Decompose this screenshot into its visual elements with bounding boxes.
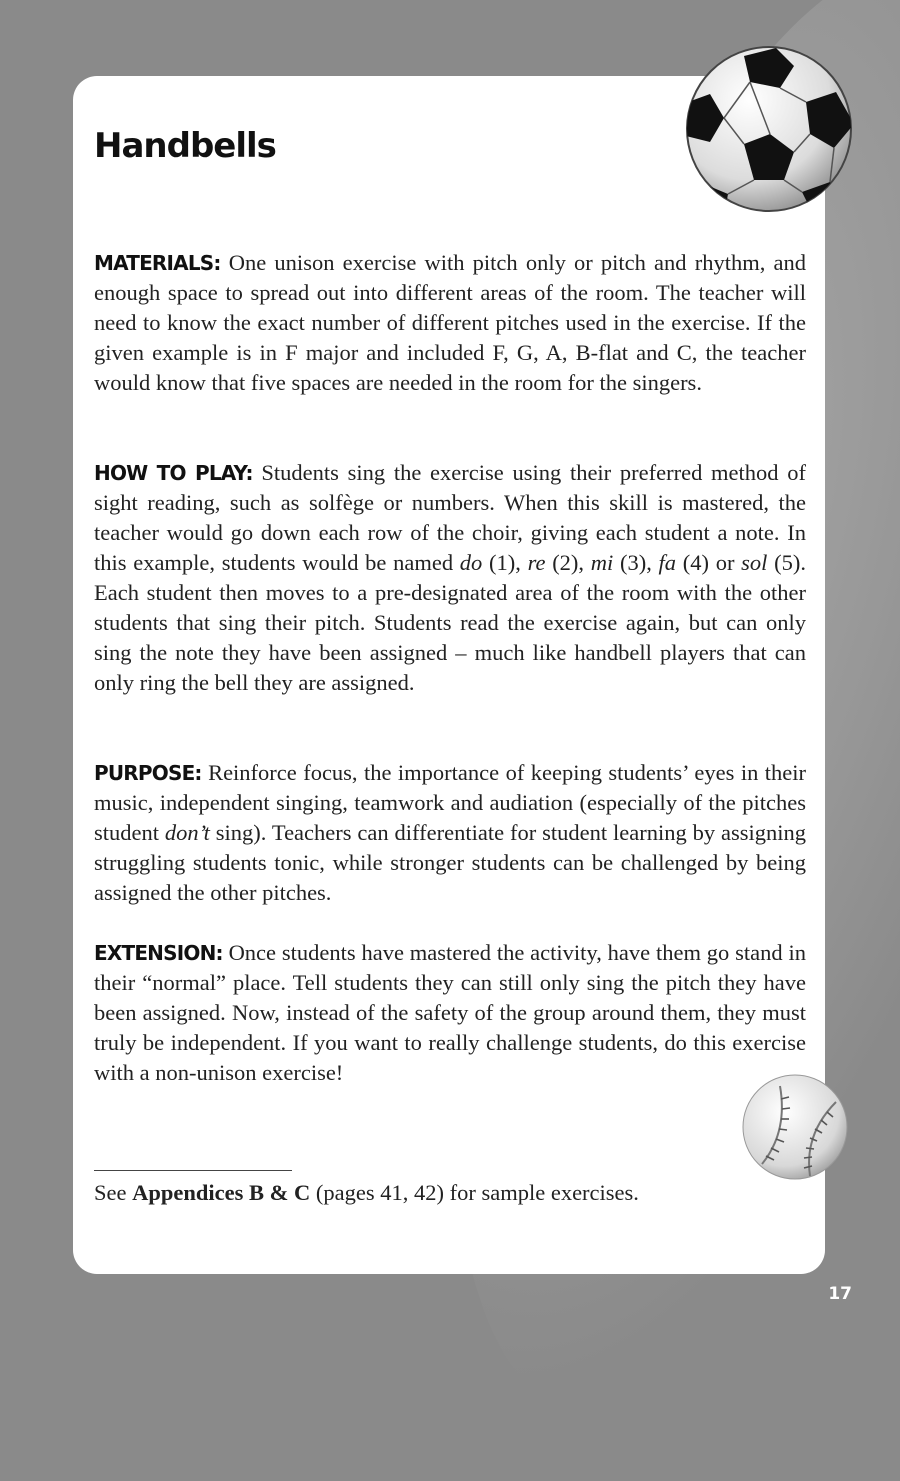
solfege-re: re — [527, 550, 546, 575]
how-to-play-label: HOW TO PLAY: — [94, 461, 253, 485]
how-to-play-text: (4) or — [682, 550, 742, 575]
footnote-prefix: See — [94, 1180, 133, 1205]
extension-section — [94, 938, 806, 1088]
solfege-sol: sol — [741, 550, 768, 575]
purpose-text: sing). Teachers can differentiate for student learning by assigning struggling students tonic, while stronger students can be challenged by being assigned the other pitches. — [94, 820, 806, 905]
footnote-divider — [94, 1170, 292, 1171]
how-to-play-text: (3), — [619, 550, 659, 575]
solfege-do: do — [459, 550, 483, 575]
how-to-play-text: Students sing the exercise using their preferred method of sight reading, such as solfège or numbers. When this skill is mastered, the teacher would go down each row of the choir, giving each student a note. In this example, students would be named — [94, 460, 806, 575]
page-number: 17 — [828, 1284, 852, 1304]
footnote-suffix: (pages 41, 42) for sample exercises. — [310, 1180, 639, 1205]
solfege-fa: fa — [658, 550, 677, 575]
extension-text: Once students have mastered the activity, have them go stand in their “normal” place. Tell students they can still only sing the pitch they have been assigned. Now, instead of the safety of the group around them, they must truly be independent. If you want to really challenge students, do this exercise with a non-unison exercise! — [94, 940, 806, 1085]
purpose-label: PURPOSE: — [94, 761, 202, 785]
soccer-ball-icon — [684, 44, 854, 214]
page-title: Handbells — [94, 126, 276, 166]
purpose-emphasis: don’t — [164, 820, 210, 845]
purpose-text: Reinforce focus, the importance of keeping students’ eyes in their music, independent singing, teamwork and audiation (especially of the pitches student — [94, 760, 806, 845]
solfege-mi: mi — [590, 550, 614, 575]
purpose-section — [94, 758, 806, 908]
materials-label: MATERIALS: — [94, 251, 221, 275]
how-to-play-text: (2), — [552, 550, 591, 575]
how-to-play-section — [94, 458, 806, 698]
materials-text: One unison exercise with pitch only or pitch and rhythm, and enough space to spread out into different areas of the room. The teacher will need to know the exact number of different pitches used in the exercise. If the given example is in F major and included F, G, A, B-flat and C, the teacher would know that five spaces are needed in the room for the singers. — [94, 250, 806, 395]
footnote — [94, 1178, 639, 1208]
baseball-icon — [740, 1072, 850, 1182]
footnote-reference: Appendices B & C — [132, 1180, 311, 1205]
materials-section — [94, 248, 806, 398]
how-to-play-text: (5). Each student then moves to a pre-designated area of the room with the other students that sing their pitch. Students read the exercise again, but can only sing the note they have been assigned – much like handbell players that can only ring the bell they are assigned. — [94, 550, 806, 695]
how-to-play-text: (1), — [488, 550, 528, 575]
extension-label: EXTENSION: — [94, 941, 223, 965]
